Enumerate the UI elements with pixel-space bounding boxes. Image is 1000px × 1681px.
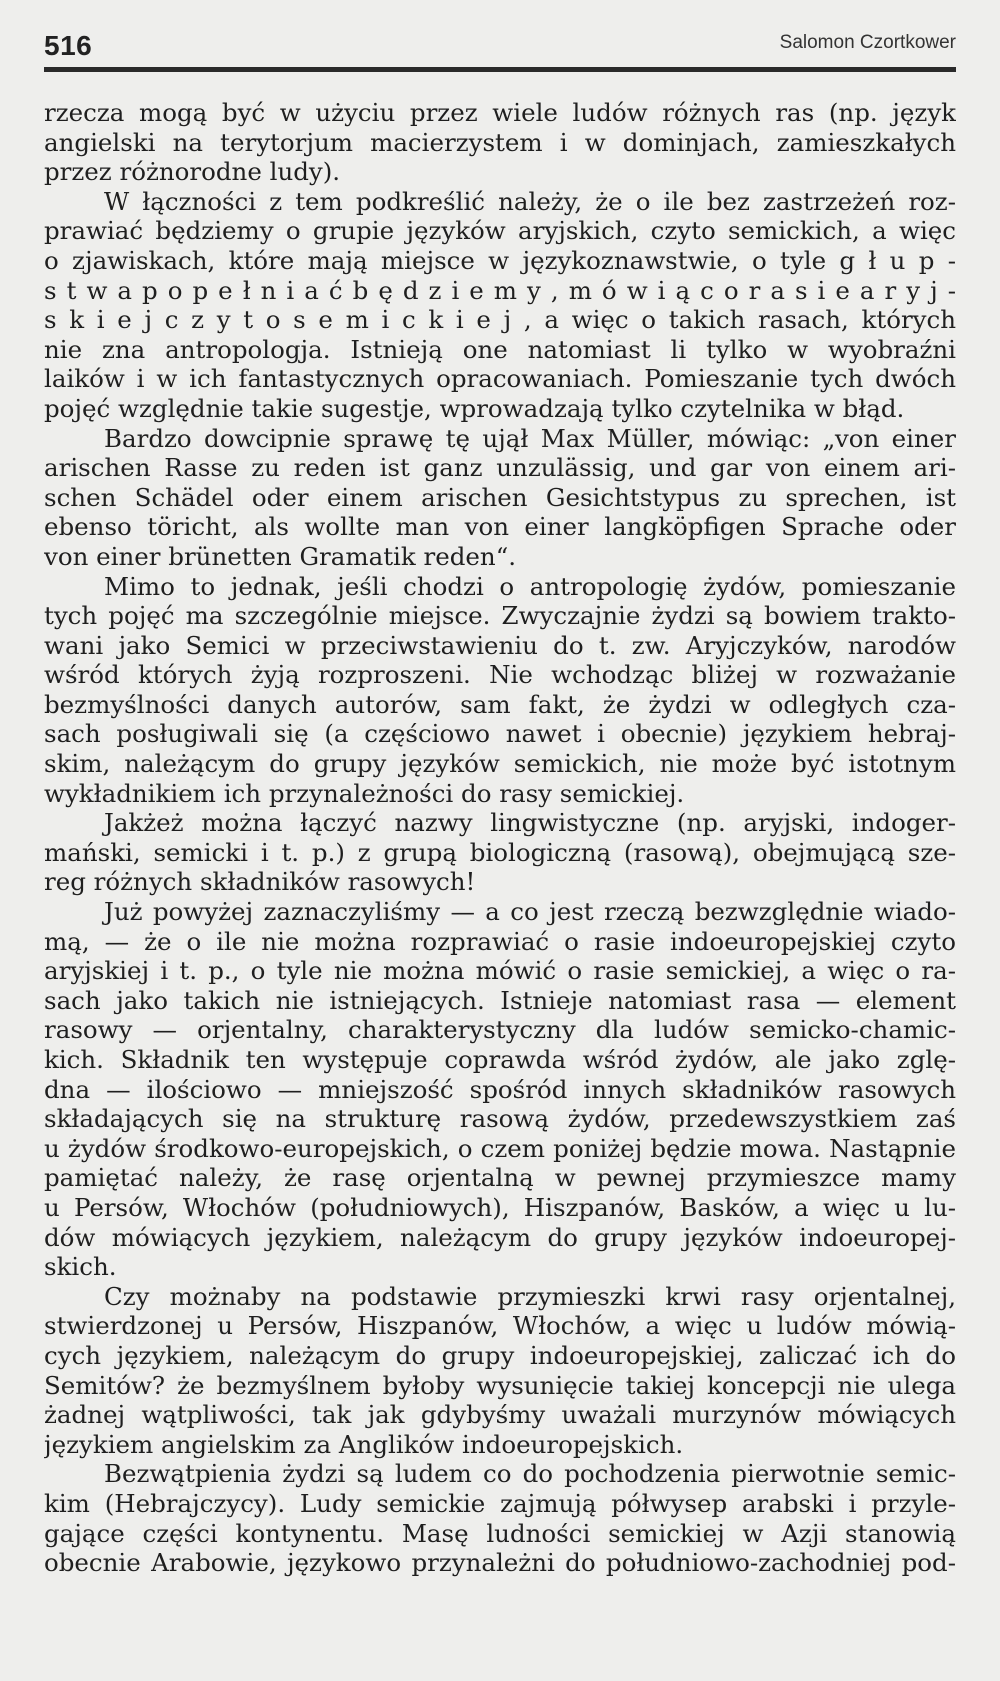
text-line: laików i w ich fantastycznych opracowaniach. Pomieszanie tych dwóch xyxy=(44,364,956,394)
text-line: rasowy — orjentalny, charakterystyczny dla ludów semicko-chamic- xyxy=(44,1015,956,1045)
text-line: dna — ilościowo — mniejszość spośród innych składników rasowych xyxy=(44,1074,956,1104)
text-line: Czy możnaby na podstawie przymieszki krwi rasy orjentalnej, xyxy=(104,1281,956,1311)
text-line: składających się na strukturę rasową żydów, przedewszystkiem zaś xyxy=(44,1104,956,1134)
text-line: prawiać będziemy o grupie języków aryjskich, czyto semickich, a więc xyxy=(44,216,956,246)
text-line: Jakżeż można łączyć nazwy lingwistyczne (np. aryjski, indoger- xyxy=(104,808,956,838)
text-line: wani jako Semici w przeciwstawieniu do t. zw. Aryjczyków, narodów xyxy=(44,630,956,660)
text-line: u żydów środkowo-europejskich, o czem poniżej będzie mowa. Nastąpnie xyxy=(44,1133,956,1163)
page-number: 516 xyxy=(44,30,93,61)
text-line: wykładnikiem ich przynależności do rasy semickiej. xyxy=(44,778,685,808)
text-line: s t w a p o p e ł n i a ć b ę d z i e m y , m ó w i ą c o r a s i e a r y j - xyxy=(44,275,956,305)
text-line: arischen Rasse zu reden ist ganz unzulässig, und gar von einem ari- xyxy=(44,453,956,483)
text-line: obecnie Arabowie, językowo przynależni do południowo-zachodniej pod- xyxy=(44,1548,956,1578)
text-line: Bardzo dowcipnie sprawę tę ujął Max Müller, mówiąc: „von einer xyxy=(104,423,956,453)
text-line: Bezwątpienia żydzi są ludem co do pochodzenia pierwotnie semic- xyxy=(104,1459,956,1489)
text-line: W łączności z tem podkreślić należy, że o ile bez zastrzeżeń roz- xyxy=(104,186,956,216)
text-line: skich. xyxy=(44,1252,117,1282)
text-line: o zjawiskach, które mają miejsce w językoznawstwie, o tyle g ł u p - xyxy=(44,245,956,275)
text-line: reg różnych składników rasowych! xyxy=(44,867,476,897)
text-line: wśród których żyją rozproszeni. Nie wchodząc bliżej w rozważanie xyxy=(44,660,956,690)
text-line: schen Schädel oder einem arischen Gesichtstypus zu sprechen, ist xyxy=(44,482,956,512)
text-line: nie zna antropologja. Istnieją one natomiast li tylko w wyobraźni xyxy=(44,334,956,364)
text-line: gające części kontynentu. Masę ludności semickiej w Azji stanowią xyxy=(44,1518,956,1548)
text-line: rzecza mogą być w użyciu przez wiele ludów różnych ras (np. język xyxy=(44,98,956,127)
text-line: sach jako takich nie istniejących. Istnieje natomiast rasa — element xyxy=(44,985,956,1015)
text-line: tych pojęć ma szczególnie miejsce. Zwyczajnie żydzi są bowiem trakto- xyxy=(44,601,956,631)
text-line: cych językiem, należącym do grupy indoeuropejskiej, zaliczać ich do xyxy=(44,1340,956,1370)
text-line: skim, należącym do grupy języków semickich, nie może być istotnym xyxy=(44,749,956,779)
body-text xyxy=(44,98,956,1578)
text-line: mą, — że o ile nie można rozprawiać o rasie indoeuropejskiej czyto xyxy=(44,926,956,956)
text-line: pamiętać należy, że rasę orjentalną w pewnej przymieszce mamy xyxy=(44,1163,956,1193)
text-line: bezmyślności danych autorów, sam fakt, że żydzi w odległych cza- xyxy=(44,689,956,719)
text-line: Już powyżej zaznaczyliśmy — a co jest rzeczą bezwzględnie wiado- xyxy=(104,897,956,927)
text-line: Semitów? że bezmyślnem byłoby wysunięcie takiej koncepcji nie ulega xyxy=(44,1370,956,1400)
running-header xyxy=(44,26,956,70)
text-line: mański, semicki i t. p.) z grupą biologiczną (rasową), obejmującą sze- xyxy=(44,837,956,867)
text-line: von einer brünetten Gramatik reden“. xyxy=(44,541,517,571)
text-line: s k i e j c z y t o s e m i c k i e j , a więc o takich rasach, których xyxy=(44,305,956,335)
text-line: stwierdzonej u Persów, Hiszpanów, Włochów, a więc u ludów mówią- xyxy=(44,1311,956,1341)
text-line: kim (Hebrajczycy). Ludy semickie zajmują półwysep arabski i przyle- xyxy=(44,1488,956,1518)
text-line: u Persów, Włochów (południowych), Hiszpanów, Basków, a więc u lu- xyxy=(44,1192,956,1222)
header-rule xyxy=(44,67,956,72)
text-line: żadnej wątpliwości, tak jak gdybyśmy uważali murzynów mówiących xyxy=(44,1400,956,1430)
text-line: angielski na terytorjum macierzystem i w dominjach, zamieszkałych xyxy=(44,127,956,157)
text-line: dów mówiących językiem, należącym do grupy języków indoeuropej- xyxy=(44,1222,956,1252)
text-line: sach posługiwali się (a częściowo nawet i obecnie) językiem hebraj- xyxy=(44,719,956,749)
text-line: językiem angielskim za Anglików indoeuropejskich. xyxy=(44,1429,684,1459)
text-line: aryjskiej i t. p., o tyle nie można mówić o rasie semickiej, a więc o ra- xyxy=(44,956,956,986)
running-head-author: Salomon Czortkower xyxy=(779,32,956,53)
text-line: ebenso töricht, als wollte man von einer langköpfigen Sprache oder xyxy=(44,512,956,542)
text-line: przez różnorodne ludy). xyxy=(44,157,341,187)
text-line: pojęć względnie takie sugestje, wprowadzają tylko czytelnika w błąd. xyxy=(44,393,905,423)
text-line: kich. Składnik ten występuje coprawda wśród żydów, ale jako zglę- xyxy=(44,1045,956,1074)
text-line: Mimo to jednak, jeśli chodzi o antropologię żydów, pomieszanie xyxy=(104,571,956,601)
